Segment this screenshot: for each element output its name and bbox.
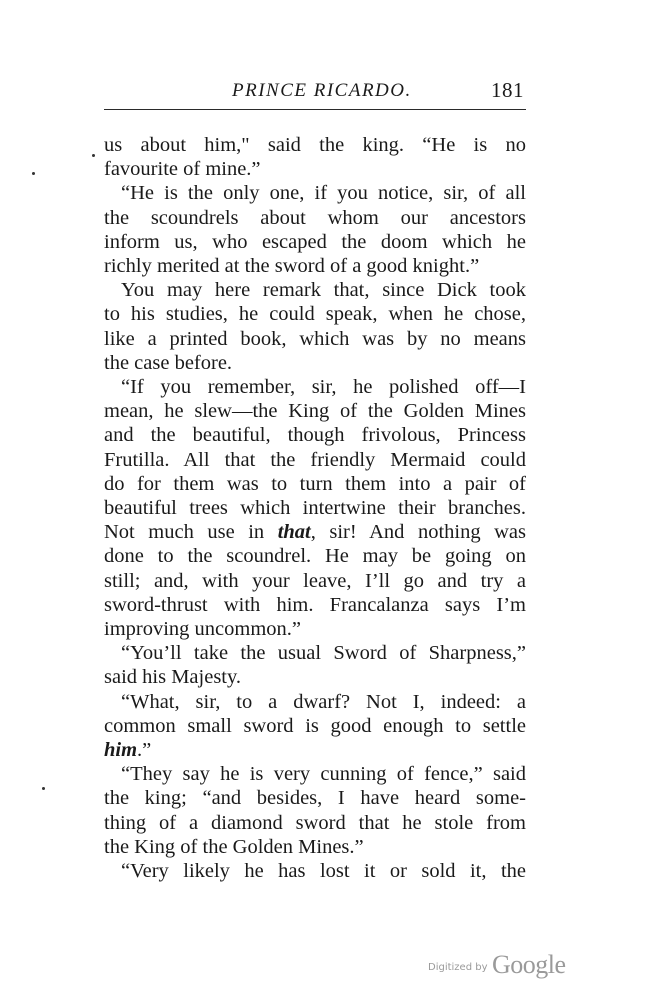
watermark-small-text: Digitized by — [428, 962, 488, 973]
text-line: “They say he is very cunning of fence,” said — [121, 763, 526, 786]
google-logo: Google — [492, 950, 566, 979]
text-line: and the beautiful, though frivolous, Princess — [104, 424, 526, 447]
text-line: do for them was to turn them into a pair of — [104, 472, 526, 495]
running-title: PRINCE RICARDO. — [232, 80, 412, 101]
digitized-by-google-watermark — [428, 950, 578, 980]
text-line: richly merited at the sword of a good knight.” — [104, 255, 480, 278]
text-line: like a printed book, which was by no means — [104, 327, 526, 350]
text-line: improving uncommon.” — [104, 618, 302, 641]
body-text — [104, 133, 526, 883]
italic-emphasis: him — [104, 739, 138, 762]
text-line: said his Majesty. — [104, 666, 242, 689]
text-line: Frutilla. All that the friendly Mermaid could — [104, 448, 526, 471]
header-rule — [104, 109, 526, 110]
text-line: mean, he slew—the King of the Golden Mines — [104, 400, 526, 423]
text-line: the King of the Golden Mines.” — [104, 835, 364, 858]
italic-emphasis: that — [277, 521, 311, 544]
text-line: favourite of mine.” — [104, 158, 261, 181]
scan-speck — [32, 172, 35, 175]
text-line: “Very likely he has lost it or sold it, the — [121, 860, 526, 883]
text-line: him.” — [104, 739, 152, 762]
text-line: the king; “and besides, I have heard some- — [104, 787, 526, 810]
text-line: the scoundrels about whom our ancestors — [104, 206, 526, 229]
text-line: “He is the only one, if you notice, sir, of all — [121, 182, 526, 205]
text-line: beautiful trees which intertwine their branches. — [104, 497, 526, 520]
text-line: “You’ll take the usual Sword of Sharpness,” — [121, 642, 526, 665]
scan-speck — [92, 154, 95, 157]
text-line: “If you remember, sir, he polished off—I — [121, 376, 526, 399]
text-line: thing of a diamond sword that he stole from — [104, 811, 526, 834]
text-line: to his studies, he could speak, when he chose, — [104, 303, 526, 326]
running-head — [104, 78, 524, 108]
text-line: inform us, who escaped the doom which he — [104, 230, 526, 253]
scan-speck — [42, 787, 45, 790]
text-line: done to the scoundrel. He may be going on — [104, 545, 526, 568]
text-line: “What, sir, to a dwarf? Not I, indeed: a — [121, 690, 526, 713]
text-line: common small sword is good enough to settle — [104, 714, 526, 737]
text-line: the case before. — [104, 351, 233, 374]
text-line: us about him," said the king. “He is no — [104, 134, 526, 156]
text-line: still; and, with your leave, I’ll go and try a — [104, 569, 526, 592]
text-line: sword-thrust with him. Francalanza says I’m — [104, 593, 526, 616]
text-line: You may here remark that, since Dick took — [121, 279, 526, 302]
page-number: 181 — [491, 78, 524, 102]
text-line: Not much use in that, sir! And nothing was — [104, 521, 526, 544]
